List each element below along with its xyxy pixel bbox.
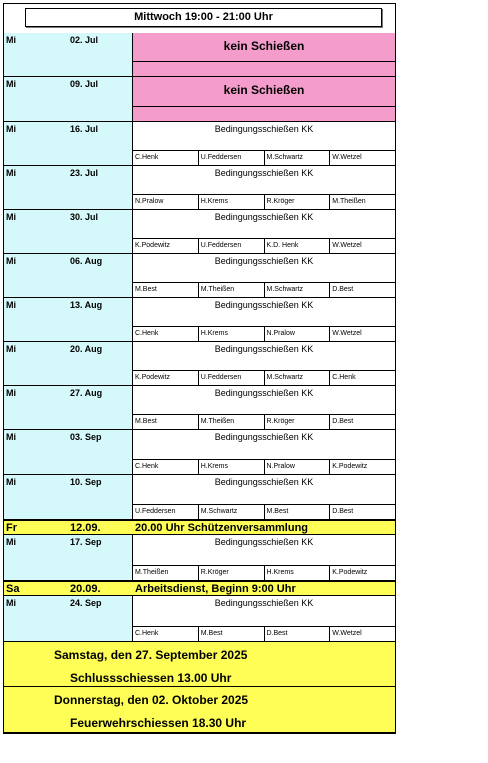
weekday: Mi	[6, 35, 16, 45]
date-cell	[4, 475, 133, 520]
supervisor-name: K.Podewitz	[329, 566, 395, 580]
date: 24. Sep	[70, 598, 102, 608]
date: 03. Sep	[70, 432, 102, 442]
supervisor-name: M.Best	[198, 627, 264, 641]
supervisor-name: U.Feddersen	[135, 508, 176, 515]
supervisor-name: M.Best	[264, 505, 330, 519]
date: 17. Sep	[70, 537, 102, 547]
schedule-row-cancelled	[4, 77, 395, 122]
weekday: Mi	[6, 256, 16, 266]
supervisor-name: U.Feddersen	[198, 371, 264, 385]
event-title: Bedingungsschießen KK	[214, 300, 314, 310]
event-date-line: Donnerstag, den 02. Oktober 2025	[54, 693, 249, 707]
supervisor-name: C.Henk	[135, 154, 159, 161]
supervisor-name: C.Henk	[135, 330, 159, 337]
event-text: Arbeitsdienst, Beginn 9:00 Uhr	[135, 583, 296, 595]
event-text: 20.00 Uhr Schützenversammlung	[135, 522, 309, 534]
supervisor-name: M.Theißen	[198, 283, 264, 297]
event-title: Bedingungsschießen KK	[214, 432, 314, 442]
cancelled-label: kein Schießen	[223, 39, 305, 53]
supervisors-list	[133, 195, 395, 209]
event-cell	[133, 122, 395, 166]
event-cell	[133, 166, 395, 210]
event-title-line: Schlussschiessen 13.00 Uhr	[70, 671, 232, 685]
supervisor-name: H.Krems	[198, 327, 264, 341]
event-title: Bedingungsschießen KK	[214, 537, 314, 547]
date: 20.09.	[70, 583, 101, 595]
date-cell	[4, 430, 133, 475]
supervisor-name: M.Best	[135, 418, 157, 425]
date: 12.09.	[70, 522, 101, 534]
weekday: Mi	[6, 300, 16, 310]
weekday: Mi	[6, 79, 16, 89]
supervisor-name: U.Feddersen	[198, 239, 264, 253]
supervisor-name: R.Kröger	[198, 566, 264, 580]
supervisor-name: R.Kröger	[264, 195, 330, 209]
weekday: Mi	[6, 477, 16, 487]
weekday: Sa	[6, 583, 20, 595]
weekday: Mi	[6, 124, 16, 134]
supervisor-name: M.Schwartz	[198, 505, 264, 519]
supervisor-name: H.Krems	[198, 460, 264, 474]
weekday: Mi	[6, 344, 16, 354]
supervisor-name: D.Best	[264, 627, 330, 641]
schedule-row-cancelled	[4, 33, 395, 77]
weekday: Mi	[6, 212, 16, 222]
supervisors-list	[133, 460, 395, 474]
event-title: Bedingungsschießen KK	[214, 256, 314, 266]
supervisor-name: M.Schwartz	[264, 371, 330, 385]
supervisors-list	[133, 239, 395, 253]
schedule-row	[4, 475, 395, 520]
schedule-row	[4, 298, 395, 342]
date-cell	[4, 33, 133, 77]
schedule-row	[4, 122, 395, 166]
supervisors-list	[133, 151, 395, 165]
date-cell	[4, 386, 133, 430]
event-cell	[133, 596, 395, 642]
event-title: Bedingungsschießen KK	[214, 344, 314, 354]
supervisor-name: M.Schwartz	[264, 151, 330, 165]
weekday: Fr	[6, 522, 17, 534]
supervisors-list	[133, 505, 395, 519]
supervisor-name: R.Kröger	[264, 415, 330, 429]
supervisors-list	[133, 283, 395, 297]
event-date-line: Samstag, den 27. September 2025	[54, 648, 248, 662]
supervisor-name: C.Henk	[329, 371, 395, 385]
date: 23. Jul	[70, 168, 99, 178]
event-cell	[133, 210, 395, 254]
schedule-row	[4, 386, 395, 430]
supervisor-name: W.Wetzel	[329, 627, 395, 641]
supervisor-name: U.Feddersen	[198, 151, 264, 165]
event-cell	[133, 475, 395, 520]
supervisor-name: M.Best	[135, 286, 157, 293]
divider	[133, 106, 395, 107]
date: 10. Sep	[70, 477, 102, 487]
date-cell	[4, 596, 133, 642]
date-cell	[4, 166, 133, 210]
event-title: Bedingungsschießen KK	[214, 388, 314, 398]
supervisor-name: K.Podewitz	[135, 242, 171, 249]
supervisor-name: N.Pralow	[135, 198, 164, 205]
supervisor-name: W.Wetzel	[329, 239, 395, 253]
date-cell	[4, 535, 133, 581]
schedule-row	[4, 166, 395, 210]
event-title-line: Feuerwehrschiessen 18.30 Uhr	[70, 716, 247, 730]
supervisor-name: D.Best	[329, 505, 395, 519]
date-cell	[4, 254, 133, 298]
supervisor-name: M.Theißen	[329, 195, 395, 209]
supervisors-list	[133, 371, 395, 385]
event-title: Bedingungsschießen KK	[214, 477, 314, 487]
supervisors-list	[133, 566, 395, 580]
date-cell	[4, 210, 133, 254]
event-cell	[133, 430, 395, 475]
supervisor-name: N.Pralow	[264, 327, 330, 341]
date-cell	[4, 298, 133, 342]
date: 27. Aug	[70, 388, 103, 398]
weekday: Mi	[6, 537, 16, 547]
event-cell	[133, 298, 395, 342]
event-cell	[133, 342, 395, 386]
schedule-row	[4, 535, 395, 581]
event-row-meeting	[4, 520, 395, 535]
event-title: Bedingungsschießen KK	[214, 124, 314, 134]
final-shooting-block	[4, 642, 395, 687]
cancelled-cell	[133, 33, 395, 77]
supervisor-name: C.Henk	[135, 463, 159, 470]
supervisor-name: W.Wetzel	[329, 151, 395, 165]
supervisor-name: K.Podewitz	[329, 460, 395, 474]
date-cell	[4, 342, 133, 386]
event-cell	[133, 254, 395, 298]
event-cell	[133, 535, 395, 581]
supervisors-list	[133, 415, 395, 429]
schedule-header: Mittwoch 19:00 - 21:00 Uhr	[25, 8, 382, 27]
supervisors-list	[133, 627, 395, 641]
date: 16. Jul	[70, 124, 99, 134]
event-cell	[133, 386, 395, 430]
cancelled-label: kein Schießen	[223, 83, 305, 97]
supervisor-name: W.Wetzel	[329, 327, 395, 341]
firefighter-shooting-block	[4, 687, 395, 733]
supervisor-name: N.Pralow	[264, 460, 330, 474]
supervisor-name: D.Best	[329, 283, 395, 297]
supervisor-name: C.Henk	[135, 630, 159, 637]
weekday: Mi	[6, 598, 16, 608]
schedule-row	[4, 342, 395, 386]
supervisor-name: M.Schwartz	[264, 283, 330, 297]
weekday: Mi	[6, 388, 16, 398]
date: 20. Aug	[70, 344, 103, 354]
supervisor-name: M.Theißen	[135, 569, 169, 576]
schedule-row	[4, 596, 395, 642]
date: 02. Jul	[70, 35, 99, 45]
schedule-row	[4, 254, 395, 298]
date-cell	[4, 122, 133, 166]
cancelled-cell	[133, 77, 395, 122]
date: 06. Aug	[70, 256, 103, 266]
weekday: Mi	[6, 168, 16, 178]
schedule-row	[4, 210, 395, 254]
date: 09. Jul	[70, 79, 99, 89]
supervisor-name: H.Krems	[198, 195, 264, 209]
date-cell	[4, 77, 133, 122]
date: 13. Aug	[70, 300, 103, 310]
schedule-row	[4, 430, 395, 475]
event-row-workday	[4, 581, 395, 596]
event-title: Bedingungsschießen KK	[214, 168, 314, 178]
supervisor-name: H.Krems	[264, 566, 330, 580]
supervisor-name: K.Podewitz	[135, 374, 171, 381]
date: 30. Jul	[70, 212, 99, 222]
weekday: Mi	[6, 432, 16, 442]
supervisors-list	[133, 327, 395, 341]
divider	[133, 61, 395, 62]
supervisor-name: K.D. Henk	[264, 239, 330, 253]
event-title: Bedingungsschießen KK	[214, 598, 314, 608]
event-title: Bedingungsschießen KK	[214, 212, 314, 222]
supervisor-name: M.Theißen	[198, 415, 264, 429]
supervisor-name: D.Best	[329, 415, 395, 429]
